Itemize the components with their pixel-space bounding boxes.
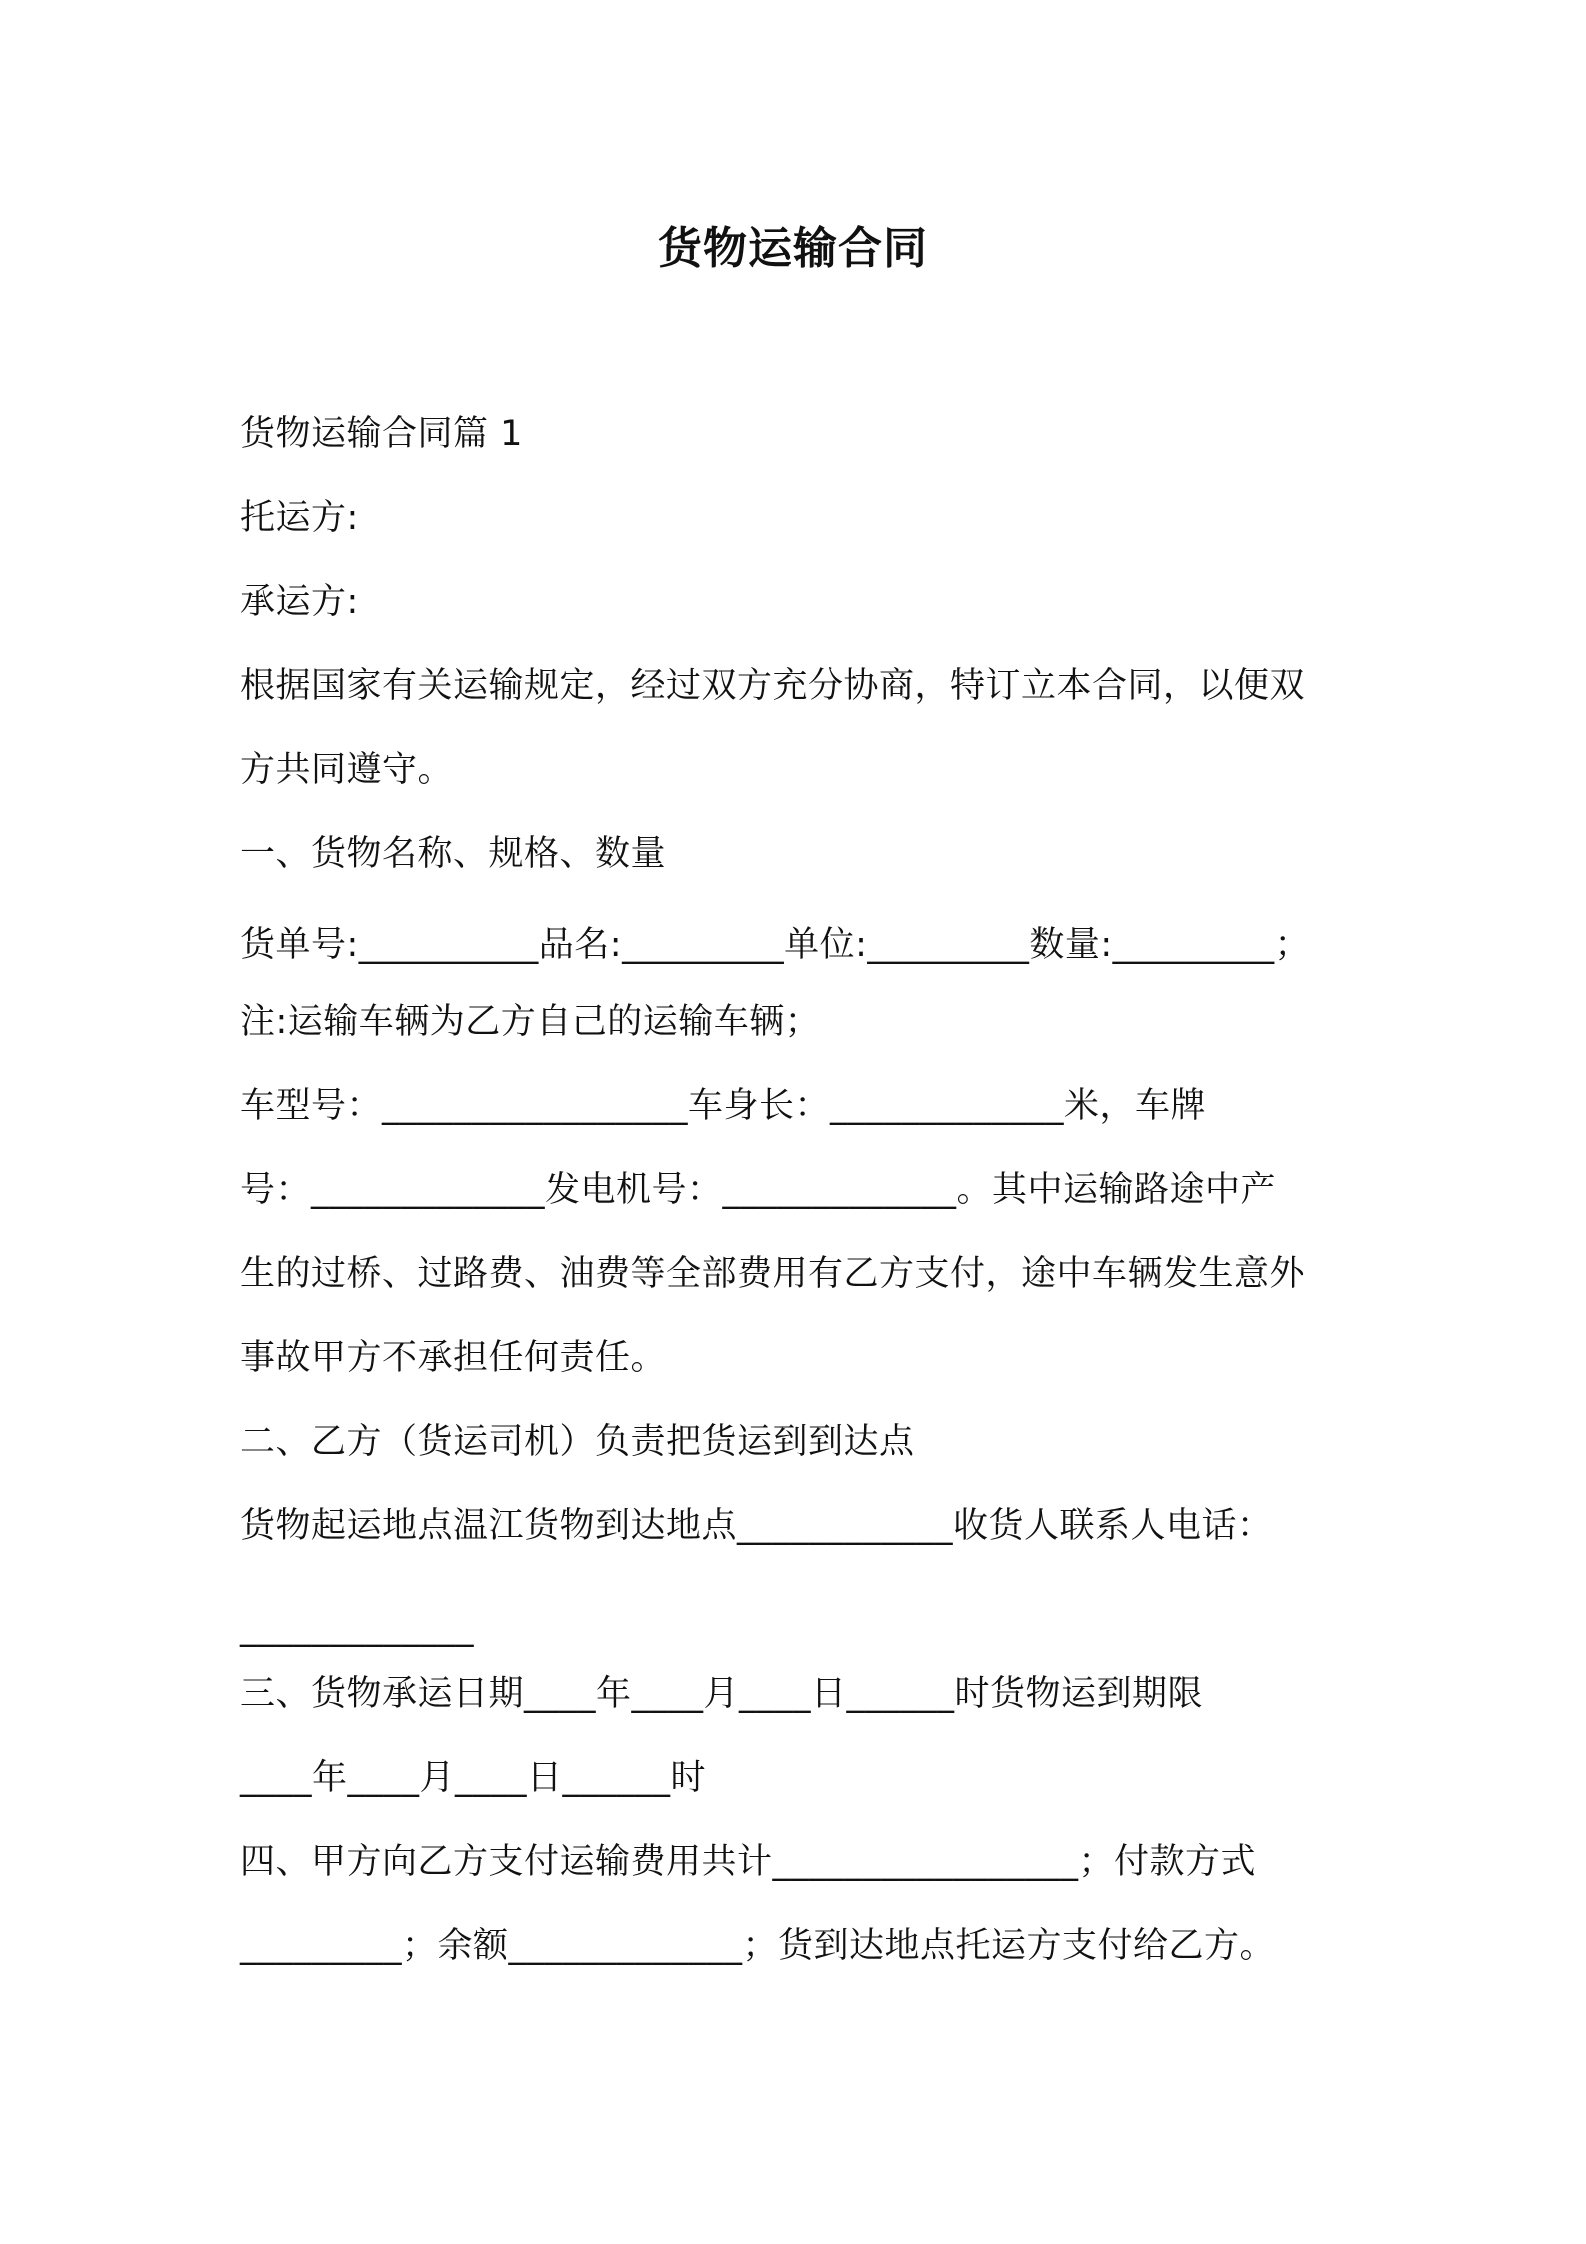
clause-4-payment-line: 四、甲方向乙方支付运输费用共计_________________；付款方式 xyxy=(240,1842,1257,1882)
vehicle-note-line: 注:运输车辆为乙方自己的运输车辆； xyxy=(240,1002,821,1042)
clause-3-date-line: 三、货物承运日期____年____月____日______时货物运到期限 xyxy=(240,1674,1204,1714)
section-heading-contract-1: 货物运输合同篇 1 xyxy=(240,414,523,454)
shipper-label: 托运方: xyxy=(240,498,359,538)
phone-blank-line: _____________ xyxy=(240,1608,474,1648)
clause-1-heading: 一、货物名称、规格、数量 xyxy=(240,834,667,874)
carrier-label: 承运方: xyxy=(240,582,359,622)
plate-engine-line: 号：_____________发电机号：_____________。其中运输路途中产 xyxy=(240,1170,1277,1210)
destination-line: 货物起运地点温江货物到达地点____________收货人联系人电话： xyxy=(240,1506,1273,1546)
clause-4-balance-line: _________；余额_____________；货到达地点托运方支付给乙方。 xyxy=(240,1926,1276,1966)
clause-3-deadline-line: ____年____月____日______时 xyxy=(240,1758,707,1798)
vehicle-model-line: 车型号：_________________车身长：_____________米，车牌 xyxy=(240,1086,1207,1126)
preamble-line-1: 根据国家有关运输规定，经过双方充分协商，特订立本合同，以便双 xyxy=(240,666,1306,706)
fees-line: 生的过桥、过路费、油费等全部费用有乙方支付，途中车辆发生意外 xyxy=(240,1254,1306,1294)
liability-line: 事故甲方不承担任何责任。 xyxy=(240,1338,667,1378)
preamble-line-2: 方共同遵守。 xyxy=(240,750,454,790)
document-title: 货物运输合同 xyxy=(658,223,928,274)
clause-2-heading: 二、乙方（货运司机）负责把货运到到达点 xyxy=(240,1422,915,1462)
cargo-fields-line: 货单号:__________品名:_________单位:_________数量:_________； xyxy=(240,925,1311,965)
